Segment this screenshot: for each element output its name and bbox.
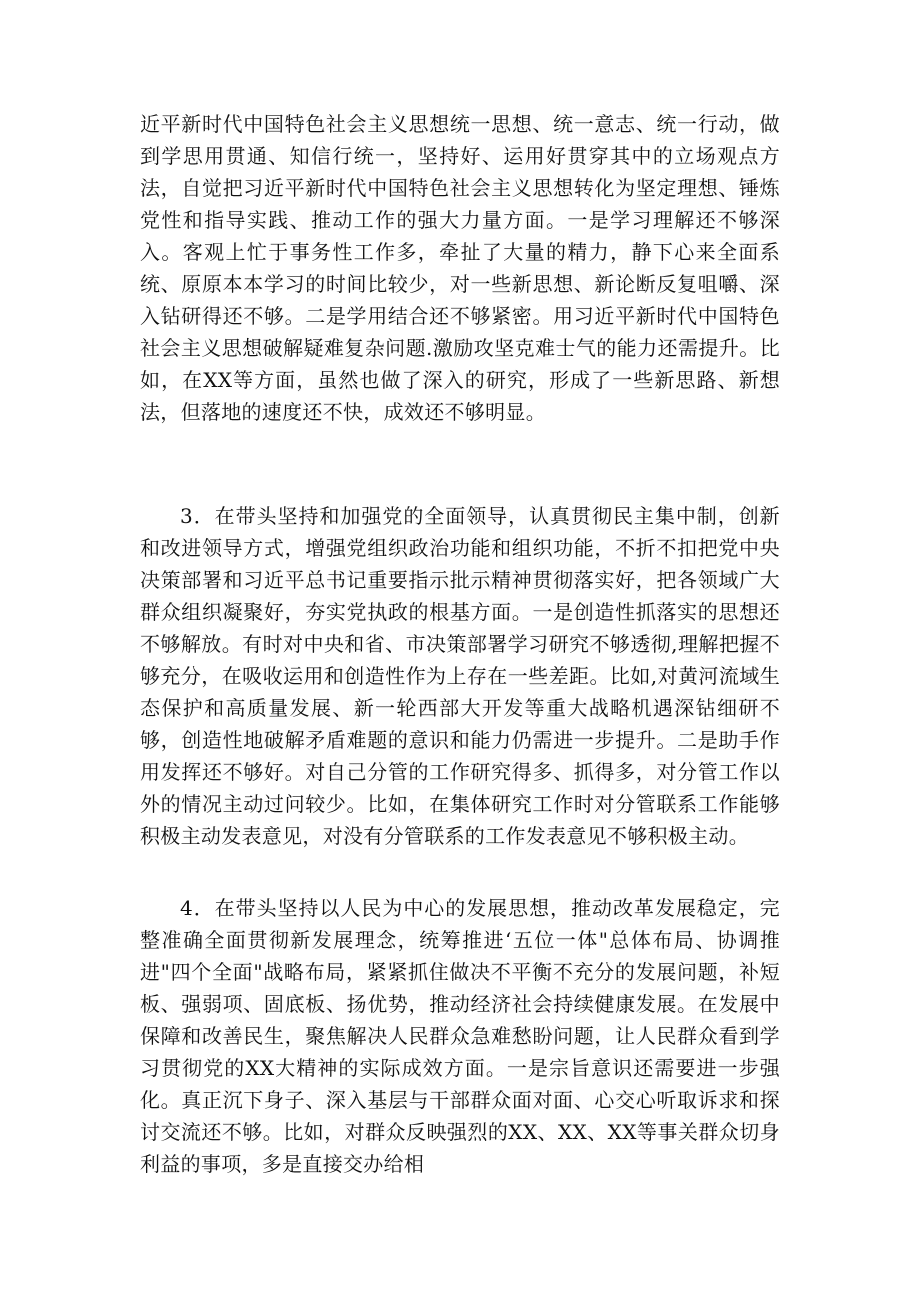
paragraph-continuation: 近平新时代中国特色社会主义思想统一思想、统一意志、统一行动，做到学思用贯通、知信行统一，坚持好、运用好贯穿其中的立场观点方法，自觉把习近平新时代中国特色社会主义思想转化为坚定理想、锤炼党性和指导实践、推动工作的强大力量方面。一是学习理解还不够深入。客观上忙于事务性工作多，牵扯了大量的精力，静下心来全面系统、原原本本学习的时间比较少，对一些新思想、新论断反复咀嚼、深入钻研得还不够。二是学用结合还不够紧密。用习近平新时代中国特色社会主义思想破解疑难复杂问题.激励攻坚克难士气的能力还需提升。比如，在XX等方面，虽然也做了深入的研究，形成了一些新思路、新想法，但落地的速度还不快，成效还不够明显。	[140, 112, 780, 424]
paragraph-item-3: 3．在带头坚持和加强党的全面领导，认真贯彻民主集中制，创新和改进领导方式，增强党组织政治功能和组织功能，不折不扣把党中央决策部署和习近平总书记重要指示批示精神贯彻落实好，把各领域广大群众组织凝聚好，夯实党执政的根基方面。一是创造性抓落实的思想还不够解放。有时对中央和省、市决策部署学习研究不够透彻,理解把握不够充分，在吸收运用和创造性作为上存在一些差距。比如,对黄河流域生态保护和高质量发展、新一轮西部大开发等重大战略机遇深钻细研不够，创造性地破解矛盾难题的意识和能力仍需进一步提升。二是助手作用发挥还不够好。对自己分管的工作研究得多、抓得多，对分管工作以外的情况主动过问较少。比如，在集体研究工作时对分管联系工作能够积极主动发表意见，对没有分管联系的工作发表意见不够积极主动。	[140, 504, 780, 848]
paragraph-item-4: 4．在带头坚持以人民为中心的发展思想，推动改革发展稳定，完整准确全面贯彻新发展理念，统筹推进‘五位一体"总体布局、协调推进"四个全面"战略布局，紧紧抓住做决不平衡不充分的发展问题，补短板、强弱项、固底板、扬优势，推动经济社会持续健康发展。在发展中保障和改善民生，聚焦解决人民群众急难愁盼问题，让人民群众看到学习贯彻党的XX大精神的实际成效方面。一是宗旨意识还需要进一步强化。真正沉下身子、深入基层与干部群众面对面、心交心听取诉求和探讨交流还不够。比如，对群众反映强烈的XX、XX、XX等事关群众切身利益的事项，多是直接交办给相	[140, 896, 780, 1176]
document-page	[140, 108, 780, 1180]
